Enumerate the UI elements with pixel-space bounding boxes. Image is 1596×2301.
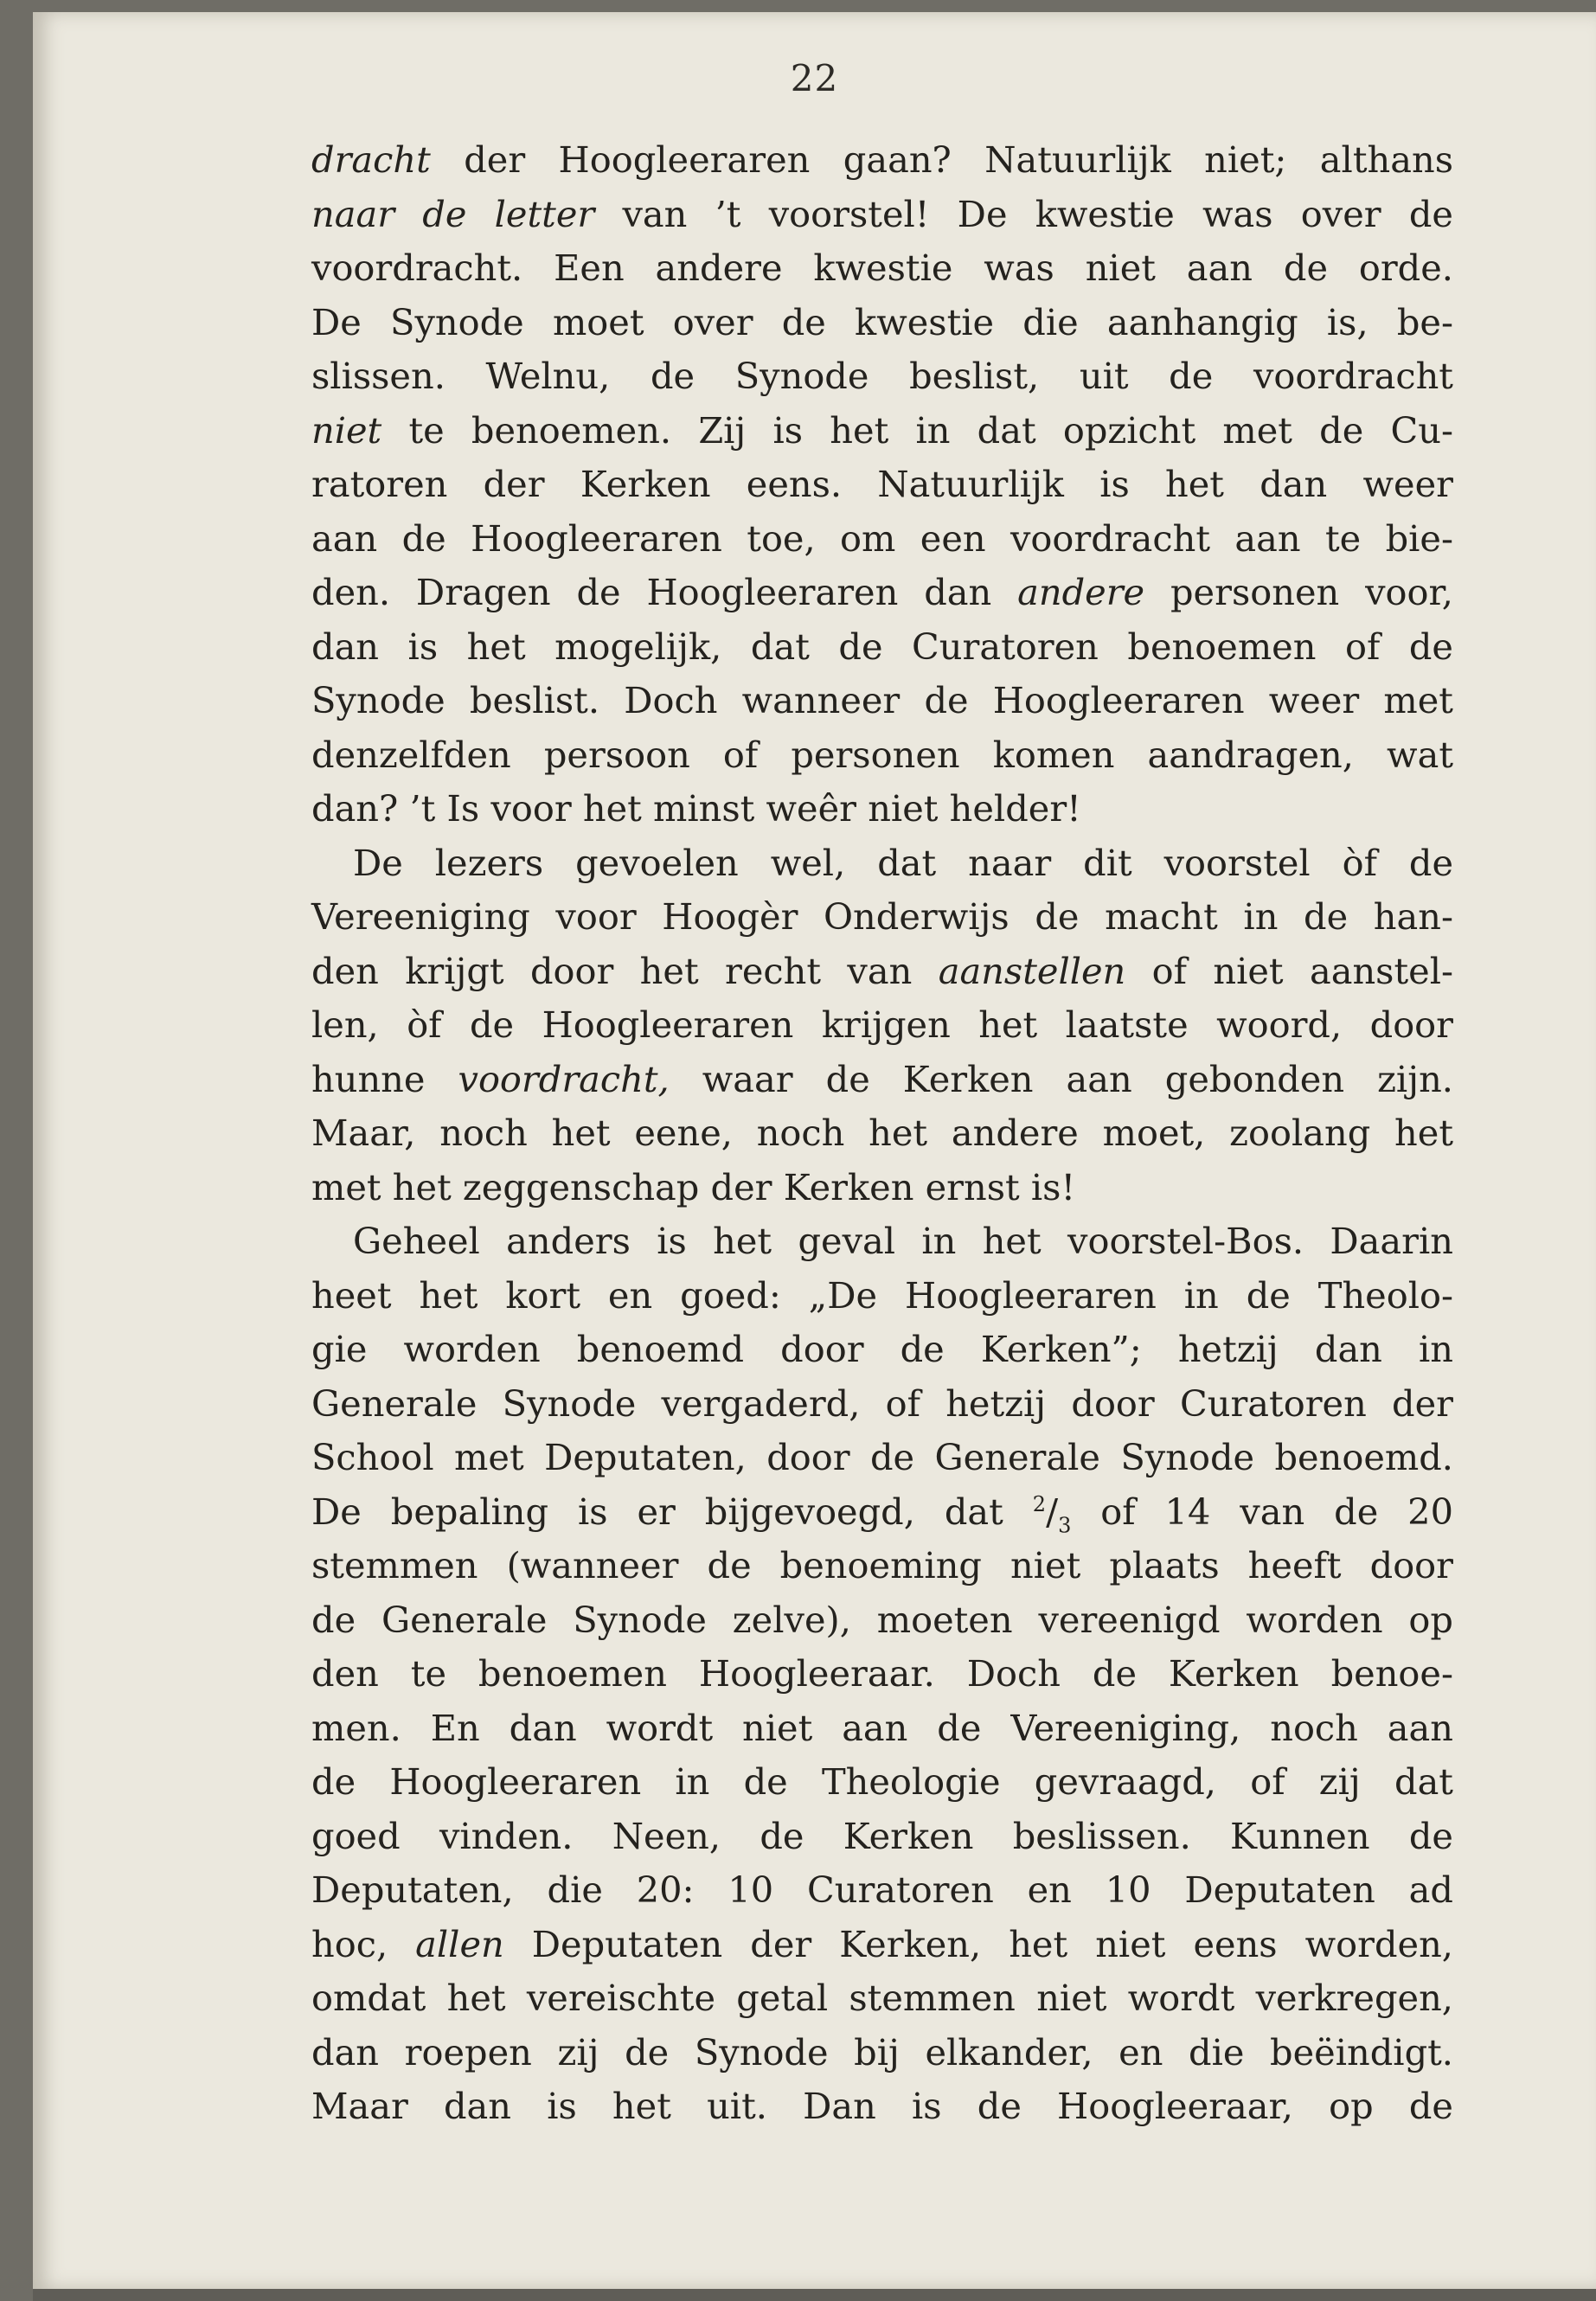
text-segment: te benoemen. Zij is het in dat opzicht met de Cu- <box>381 408 1453 452</box>
italic-text: aanstellen <box>938 949 1126 992</box>
body-text <box>311 133 1453 2134</box>
text-segment: Vereeniging voor Hoogèr Onderwijs de macht in de han- <box>311 895 1453 938</box>
text-line <box>311 404 1453 458</box>
text-segment: De lezers gevoelen wel, dat naar dit voorstel òf de <box>353 841 1453 884</box>
text-line <box>311 1863 1453 1918</box>
italic-text: naar de letter <box>311 192 595 235</box>
text-segment: hoc, <box>311 1922 416 1965</box>
text-line <box>311 1323 1453 1377</box>
text-segment: personen voor, <box>1144 571 1454 613</box>
text-segment: voordracht. Een andere kwestie was niet aan de orde. <box>311 247 1453 289</box>
text-line <box>311 1647 1453 1702</box>
text-segment: De Synode moet over de kwestie die aanhangig is, be- <box>311 300 1453 343</box>
text-segment: Maar, noch het eene, noch het andere moet, zoolang het <box>311 1112 1453 1154</box>
text-line <box>311 1485 1453 1540</box>
text-line <box>311 1215 1453 1269</box>
text-line <box>311 1106 1453 1161</box>
text-line <box>311 1431 1453 1485</box>
text-segment: de Generale Synode zelve), moeten vereenigd worden op <box>311 1598 1453 1641</box>
text-segment: Generale Synode vergaderd, of hetzij door Curatoren der <box>311 1381 1453 1425</box>
text-line <box>311 458 1453 512</box>
text-segment: Geheel anders is het geval in het voorstel-Bos. Daarin <box>353 1220 1453 1262</box>
text-line <box>311 1810 1453 1864</box>
italic-text: dracht <box>311 138 431 181</box>
text-line <box>311 349 1453 404</box>
text-segment: waar de Kerken aan gebonden zijn. <box>669 1057 1453 1100</box>
text-segment: School met Deputaten, door de Generale Synode benoemd. <box>311 1436 1453 1478</box>
text-line <box>311 1971 1453 2026</box>
text-segment: dan is het mogelijk, dat de Curatoren benoemen of de <box>311 625 1453 668</box>
text-segment: Synode beslist. Doch wanneer de Hoogleeraren weer met <box>311 679 1453 721</box>
italic-text: allen <box>415 1922 504 1965</box>
text-segment: den te benoemen Hoogleeraar. Doch de Kerken benoe- <box>311 1652 1453 1695</box>
text-segment: slissen. Welnu, de Synode beslist, uit de voordracht <box>311 355 1453 397</box>
text-segment: stemmen (wanneer de benoeming niet plaats heeft door <box>311 1544 1453 1586</box>
text-line <box>311 296 1453 350</box>
text-segment: gie worden benoemd door de Kerken”; hetzij dan in <box>311 1328 1453 1370</box>
text-segment: 3 <box>1058 1512 1072 1537</box>
text-segment: goed vinden. Neen, de Kerken beslissen. Kunnen de <box>311 1814 1453 1857</box>
text-line <box>311 1918 1453 1972</box>
text-segment: der Hoogleeraren gaan? Natuurlijk niet; althans <box>430 138 1453 181</box>
text-segment: of niet aanstel- <box>1125 949 1453 992</box>
text-segment: omdat het vereischte getal stemmen niet wordt verkregen, <box>311 1977 1453 2019</box>
text-segment: dan roepen zij de Synode bij elkander, en die beëindigt. <box>311 2030 1453 2073</box>
text-line <box>311 241 1453 296</box>
text-line <box>311 674 1453 728</box>
text-segment: van ’t voorstel! De kwestie was over de <box>594 192 1453 235</box>
text-segment: men. En dan wordt niet aan de Vereeniging, noch aan <box>311 1706 1453 1749</box>
text-segment: den krijgt door het recht van <box>311 949 939 992</box>
text-segment: den. Dragen de Hoogleeraren dan <box>311 571 1018 613</box>
text-line <box>311 1161 1453 1215</box>
text-line <box>311 1755 1453 1810</box>
text-line <box>311 133 1453 188</box>
text-segment: met het zeggenschap der Kerken ernst is! <box>311 1165 1076 1208</box>
page-edge-shadow <box>33 2289 1596 2301</box>
text-segment: Deputaten der Kerken, het niet eens worden, <box>503 1922 1453 1965</box>
text-line <box>311 2080 1453 2134</box>
text-segment: 2 <box>1032 1491 1047 1516</box>
text-line <box>311 1269 1453 1324</box>
text-segment: len, òf de Hoogleeraren krijgen het laatste woord, door <box>311 1003 1453 1046</box>
text-line <box>311 782 1453 836</box>
text-line <box>311 1702 1453 1756</box>
text-line <box>311 998 1453 1053</box>
text-line <box>311 1377 1453 1432</box>
text-line <box>311 728 1453 783</box>
text-segment: Maar dan is het uit. Dan is de Hoogleeraar, op de <box>311 2085 1453 2127</box>
text-segment: De bepaling is er bijgevoegd, dat <box>311 1490 1033 1533</box>
italic-text: andere <box>1017 571 1145 613</box>
text-line <box>311 836 1453 891</box>
text-line <box>311 890 1453 945</box>
text-segment: denzelfden persoon of personen komen aandragen, wat <box>311 733 1453 776</box>
book-page <box>33 12 1596 2289</box>
text-segment: heet het kort en goed: „De Hoogleeraren in de Theolo- <box>311 1273 1453 1317</box>
italic-text: niet <box>311 408 382 452</box>
text-line <box>311 620 1453 675</box>
text-segment: / <box>1046 1490 1059 1533</box>
italic-text: voordracht, <box>458 1057 670 1100</box>
text-line <box>311 512 1453 567</box>
text-segment: hunne <box>311 1057 458 1100</box>
text-segment: Deputaten, die 20: 10 Curatoren en 10 Deputaten ad <box>311 1868 1453 1911</box>
text-line <box>311 1053 1453 1107</box>
page-number: 22 <box>790 57 839 99</box>
text-line <box>311 1539 1453 1593</box>
text-segment: de Hoogleeraren in de Theologie gevraagd, of zij dat <box>311 1760 1453 1803</box>
text-segment: ratoren der Kerken eens. Natuurlijk is het dan weer <box>311 463 1453 505</box>
text-line <box>311 1593 1453 1648</box>
text-line <box>311 945 1453 999</box>
text-segment: of 14 van de 20 <box>1071 1490 1453 1533</box>
text-line <box>311 2026 1453 2080</box>
text-segment: aan de Hoogleeraren toe, om een voordracht aan te bie- <box>311 516 1453 560</box>
text-line <box>311 188 1453 242</box>
text-line <box>311 566 1453 620</box>
text-segment: dan? ’t Is voor het minst weêr niet helder! <box>311 787 1081 830</box>
